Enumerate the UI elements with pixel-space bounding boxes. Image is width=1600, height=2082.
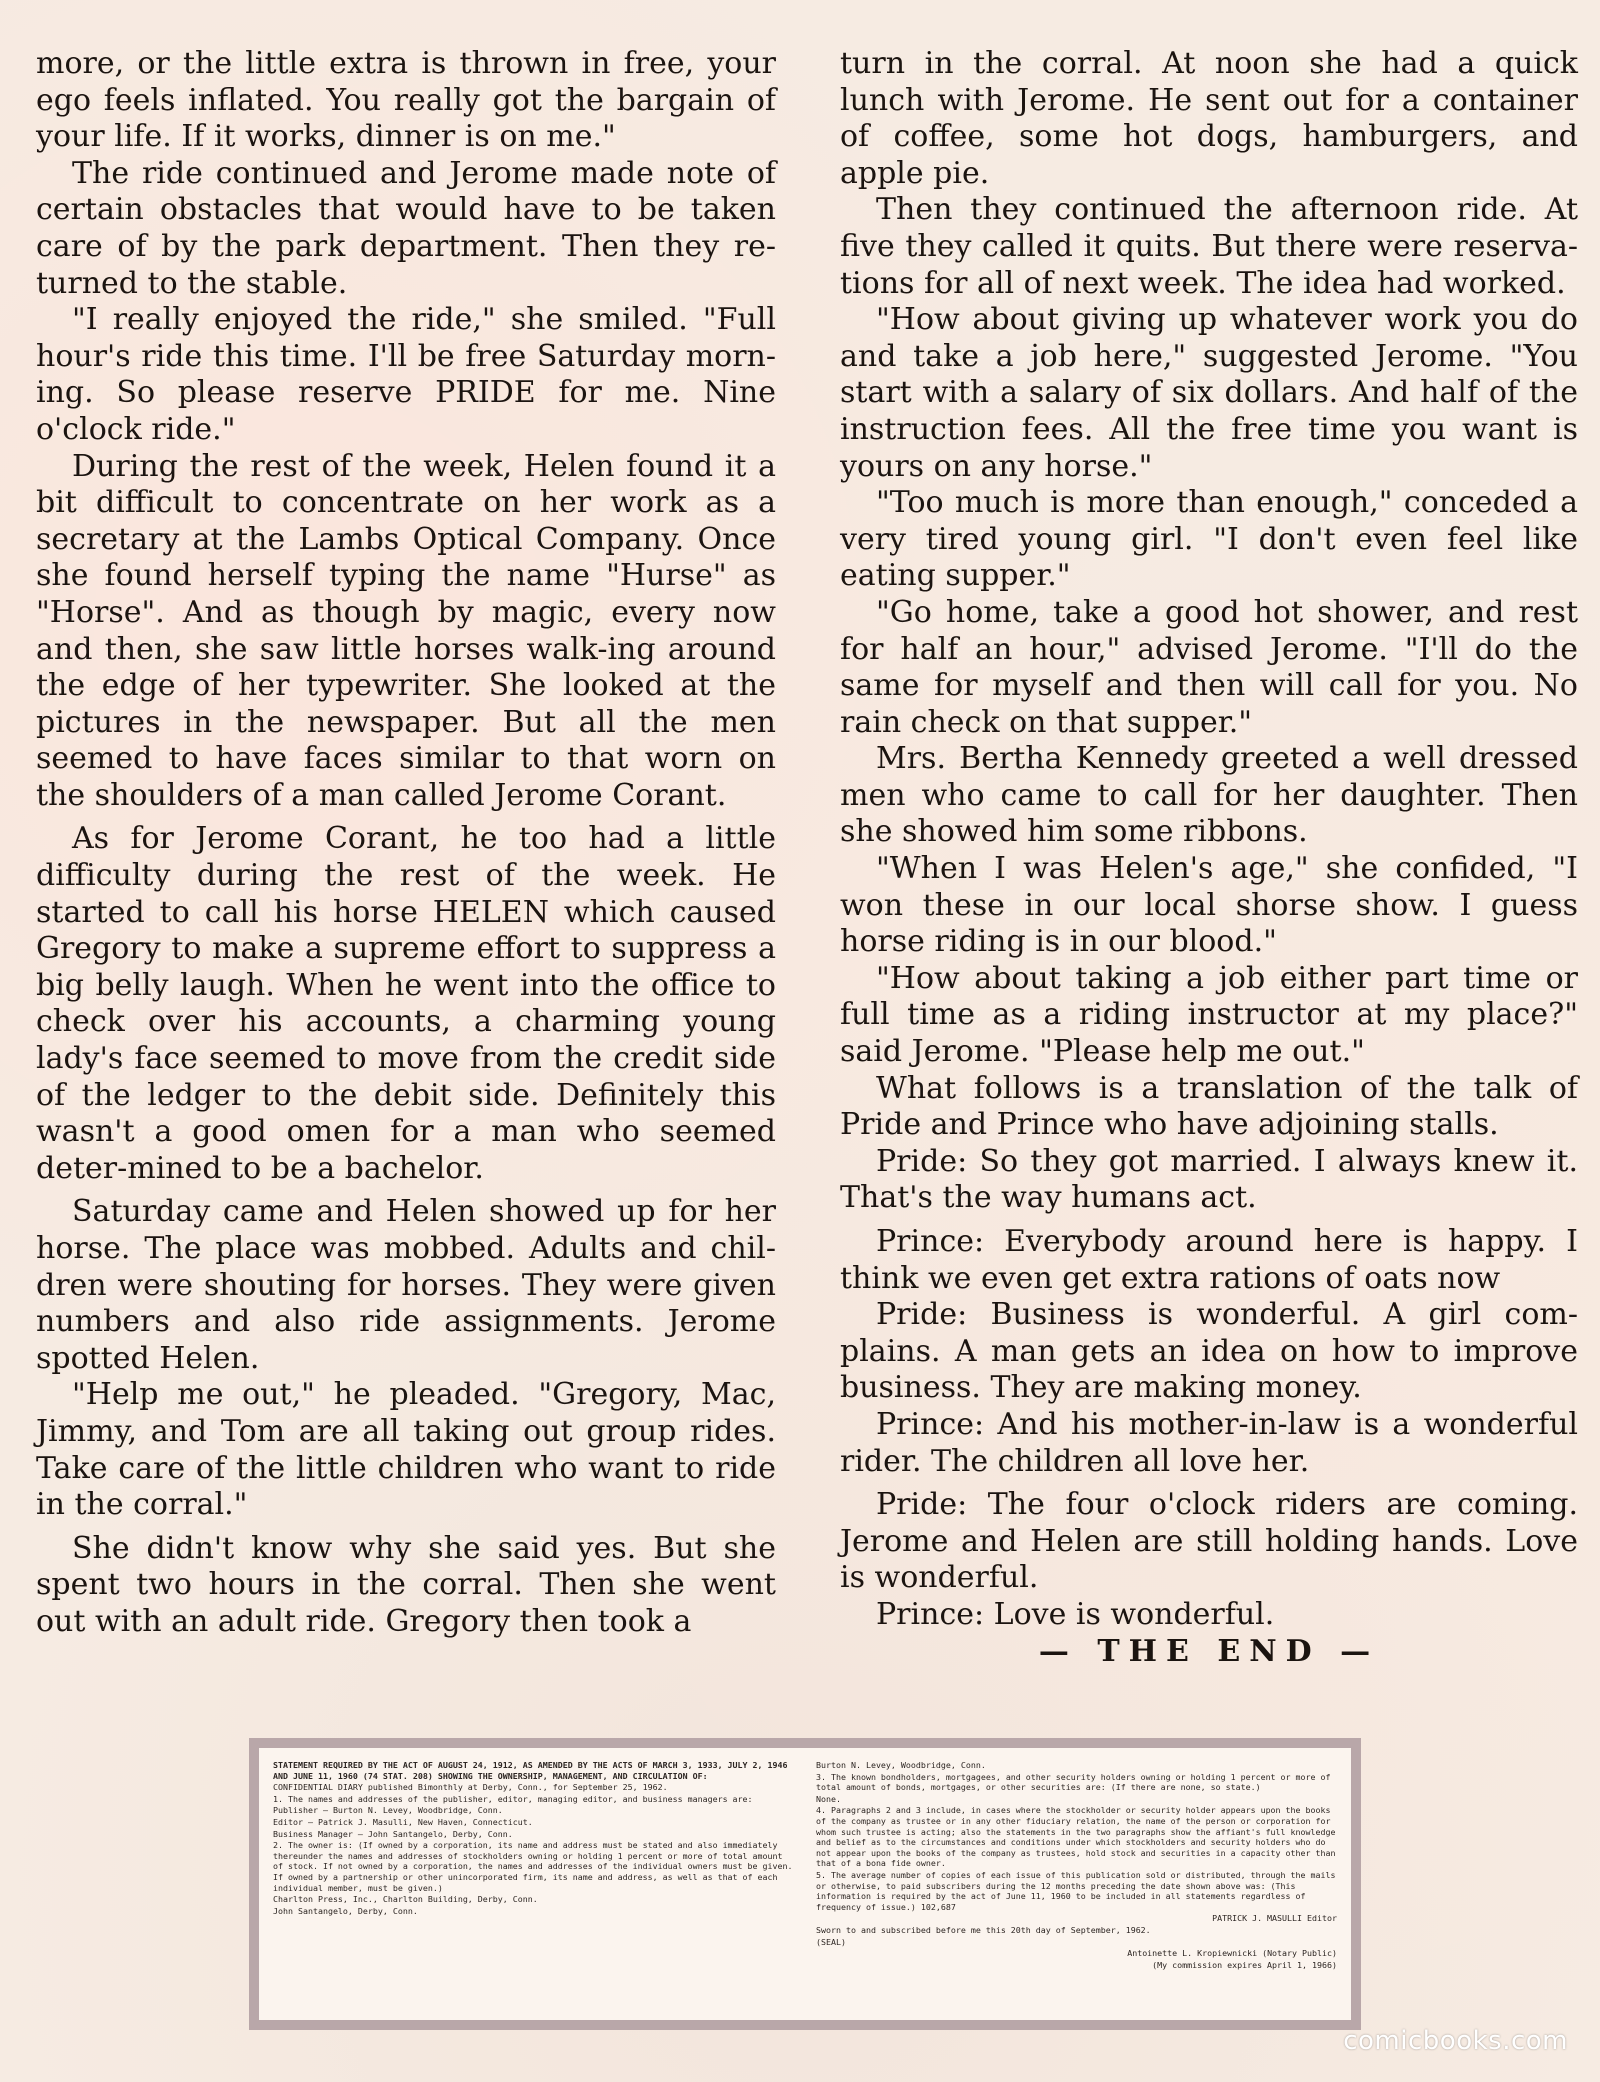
statement-item-2: 2. The owner is: (If owned by a corporation, its name and address must be stated and also immediately thereunder the names and addresses of stockholders owning or holding 1 percent or more of total amount of stock. If not owned by a corporation, the names and addresses of the individual owners must be given. If owned by a partnership or other unincorporated firm, its name and address, as well as that of each individual member, must be given.) [273, 1840, 793, 1893]
statement-right-column [816, 1760, 1337, 2008]
statement-business-manager: Business Manager — John Santangelo, Derby, Conn. [273, 1828, 513, 1839]
statement-item-5: 5. The average number of copies of each issue of this publication sold or distributed, through the mails or otherwise, to paid subscribers during the 12 months preceding the date shown above was: (This information is required by the act of June 11, 1960 to be included in all statements regardless of frequency of issue.) 102,687 [816, 1869, 1336, 1912]
story-left-column [36, 46, 776, 1641]
the-end-marker: — THE END — [1038, 1633, 1380, 1669]
paragraph: What follows is a translation of the talk of Pride and Prince who have adjoining stalls. [840, 1070, 1578, 1143]
paragraph: She didn't know why she said yes. But she spent two hours in the corral. Then she went out with an adult ride. Gregory then took a [36, 1530, 776, 1639]
statement-heading: STATEMENT REQUIRED BY THE ACT OF AUGUST 24, 1912, AS AMENDED BY THE ACTS OF MARCH 3, 1933, JULY 2, 1946 AND JUNE 11, 1960 (74 STAT. 208) SHOWING THE OWNERSHIP, MANAGEMENT, AND CIRCULATION OF: [273, 1760, 788, 1781]
statement-item-1: 1. The names and addresses of the publisher, editor, managing editor, and business managers are: [273, 1793, 753, 1804]
paragraph: During the rest of the week, Helen found it a bit difficult to concentrate on her work as a secretary at the Lambs Optical Company. Once she found herself typing the name "Hurse" as "Horse". And as though by magic, every now and then, she saw little horses walk-ing around the edge of her typewriter. She looked at the pictures in the newspaper. But all the men seemed to have faces similar to that worn on the shoulders of a man called Jerome Corant. [36, 448, 776, 813]
statement-item-3: 3. The known bondholders, mortgagees, and other security holders owning or holding 1 percent or more of total amount of bonds, mortgages, or other securities are: (If there are none, so state.) [816, 1771, 1331, 1793]
statement-seal: (SEAL) [816, 1936, 846, 1947]
paragraph: Then they continued the afternoon ride. At five they called it quits. But there were reserva-tions for all of next week. The idea had worked. [840, 192, 1578, 301]
paragraph: Pride: So they got married. I always knew it. That's the way humans act. [840, 1143, 1578, 1216]
paragraph: "How about giving up whatever work you do and take a job here," suggested Jerome. "You start with a salary of six dollars. And half of the instruction fees. All the free time you want is yours on any horse." [840, 302, 1578, 484]
paragraph: more, or the little extra is thrown in free, your ego feels inflated. You really got the bargain of your life. If it works, dinner is on me." [36, 46, 776, 155]
paragraph: As for Jerome Corant, he too had a little difficulty during the rest of the week. He started to call his horse HELEN which caused Gregory to make a supreme effort to suppress a big belly laugh. When he went into the office to check over his accounts, a charming young lady's face seemed to move from the credit side of the ledger to the debit side. Definitely this wasn't a good omen for a man who seemed deter-mined to be a bachelor. [36, 821, 776, 1186]
paragraph: Pride: The four o'clock riders are coming. Jerome and Helen are still holding hands. Love is wonderful. [840, 1487, 1578, 1596]
statement-sworn: Sworn to and subscribed before me this 20th day of September, 1962. [816, 1924, 1151, 1935]
statement-owner: John Santangelo, Derby, Conn. [273, 1905, 418, 1916]
statement-notary: Antoinette L. Kropiewnicki (Notary Public) [1127, 1948, 1337, 1959]
statement-editor: Editor — Patrick J. Masulli, New Haven, Connecticut. [273, 1816, 533, 1827]
paragraph: Mrs. Bertha Kennedy greeted a well dressed men who came to call for her daughter. Then she showed him some ribbons. [840, 741, 1578, 850]
paragraph: "Go home, take a good hot shower, and rest for half an hour," advised Jerome. "I'll do the same for myself and then will call for you. No rain check on that supper." [840, 594, 1578, 740]
statement-publisher: Publisher — Burton N. Levey, Woodbridge, Conn. [273, 1805, 503, 1816]
statement-left-column [273, 1760, 794, 2008]
story-right-column [840, 46, 1578, 1670]
paragraph: Pride: Business is wonderful. A girl com-plains. A man gets an idea on how to improve business. They are making money. [840, 1297, 1578, 1406]
site-watermark: comicbooks.com [1343, 2026, 1568, 2056]
paragraph: "How about taking a job either part time or full time as a riding instructor at my place?" said Jerome. "Please help me out." [840, 960, 1578, 1070]
paragraph: "Help me out," he pleaded. "Gregory, Mac, Jimmy, and Tom are all taking out group rides. Take care of the little children who want to ride in the corral." [36, 1377, 776, 1523]
paragraph: turn in the corral. At noon she had a quick lunch with Jerome. He sent out for a container of coffee, some hot dogs, hamburgers, and apple pie. [840, 46, 1578, 191]
paragraph: "When I was Helen's age," she confided, "I won these in our local shorse show. I guess horse riding is in our blood." [840, 851, 1578, 960]
statement-item-4: 4. Paragraphs 2 and 3 include, in cases where the stockholder or security holder appears upon the books of the company as trustee or in any other fiduciary relation, the name of the person or corporation for whom such trustee is acting; also the statements in the two paragraphs show the affiant's full knowledge and belief as to the circumstances and conditions under which stockholders and security holders who do not appear upon the books of the company as trustees, hold stock and securities in a capacity other than that of a bona fide owner. [816, 1805, 1336, 1869]
paragraph: Saturday came and Helen showed up for her horse. The place was mobbed. Adults and chil-dren were shouting for horses. They were given numbers and also ride assignments. Jerome spotted Helen. [36, 1194, 776, 1376]
statement-signature: PATRICK J. MASULLI Editor [1212, 1913, 1337, 1924]
paragraph: "I really enjoyed the ride," she smiled. "Full hour's ride this time. I'll be free Saturday morn-ing. So please reserve PRIDE for me. Nine o'clock ride." [36, 302, 776, 447]
paragraph: Prince: And his mother-in-law is a wonderful rider. The children all love her. [840, 1406, 1578, 1479]
paragraph: Prince: Everybody around here is happy. I think we even get extra rations of oats now [840, 1224, 1578, 1296]
statement-owner: Charlton Press, Inc., Charlton Building, Derby, Conn. [273, 1894, 538, 1905]
ownership-statement [249, 1738, 1361, 2030]
paragraph: Prince: Love is wonderful. [876, 1596, 1275, 1632]
paragraph: "Too much is more than enough," conceded a very tired young girl. "I don't even feel like eating supper." [840, 485, 1578, 594]
statement-none: None. [816, 1793, 841, 1804]
statement-commission: (My commission expires April 1, 1966) [1152, 1959, 1337, 1970]
paragraph: The ride continued and Jerome made note of certain obstacles that would have to be taken care of by the park department. Then they re-turned to the stable. [36, 155, 776, 301]
statement-publication: CONFIDENTIAL DIARY published Bimonthly at Derby, Conn., for September 25, 1962. [273, 1782, 668, 1793]
statement-owner: Burton N. Levey, Woodbridge, Conn. [816, 1760, 986, 1770]
